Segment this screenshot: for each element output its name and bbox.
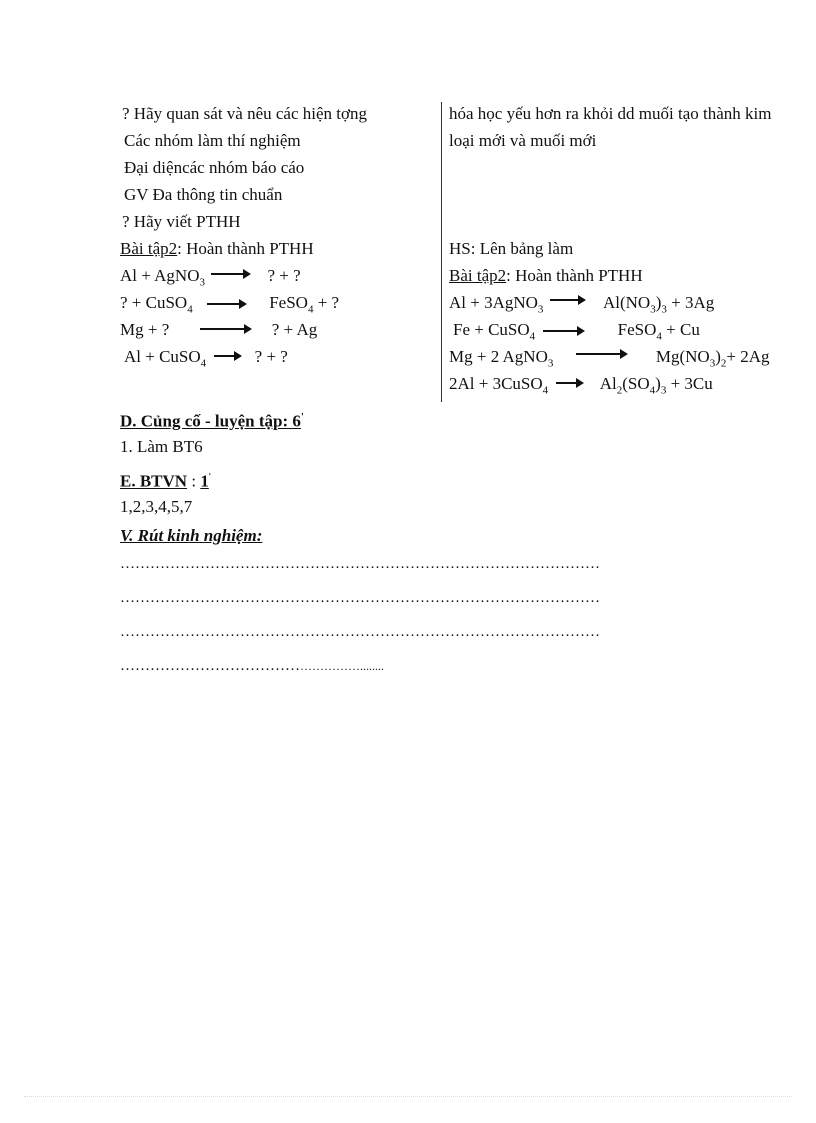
left-step-4: GV Đa thông tin chuẩn: [124, 185, 283, 204]
left-eq1-sub: 3: [199, 276, 205, 289]
right-eq1-rest: + 3Ag: [666, 293, 715, 312]
section-e-item: 1,2,3,4,5,7: [120, 497, 193, 516]
dotted-line-4b: ……………........: [300, 659, 384, 673]
dotted-line-3: ……………………………………………………………………………………: [120, 624, 600, 640]
arrow-icon: [556, 378, 584, 388]
right-eq4-reactants: 2Al + 3CuSO: [449, 374, 543, 393]
right-student-note: HS: Lên bảng làm: [449, 239, 574, 258]
right-eq1-product-close: ): [655, 293, 662, 312]
right-eq3-sub: 3: [547, 357, 554, 370]
left-eq2-product-sub: 4: [307, 303, 314, 316]
left-step-3: Đại diệncác nhóm báo cáo: [124, 158, 305, 177]
right-eq3-product: Mg(NO: [655, 347, 710, 366]
left-equation-1: [120, 266, 301, 292]
left-equation-2: [120, 293, 339, 319]
section-e-minute-mark: ': [208, 471, 211, 483]
right-eq2-rest: + Cu: [661, 320, 700, 339]
left-eq4-sub: 4: [200, 357, 207, 370]
section-e-heading: [120, 467, 211, 492]
left-question-5: ? Hãy viết PTHH: [122, 212, 241, 231]
right-eq4-product: Al: [599, 374, 617, 393]
arrow-icon: [550, 295, 586, 305]
right-eq2-reactants: Fe + CuSO: [453, 320, 530, 339]
right-eq1-product-sub: 3: [650, 303, 656, 316]
left-equation-3: [120, 320, 317, 340]
left-exercise-heading: [120, 239, 314, 259]
dotted-line-4: [120, 658, 384, 675]
left-question-1: ? Hãy quan sát và nêu các hiện tợng: [122, 104, 368, 123]
dotted-line-4a: ………………………………: [120, 658, 300, 674]
left-eq1-reactants: Al + AgNO: [120, 266, 200, 285]
dotted-line-1: ……………………………………………………………………………………: [120, 556, 600, 572]
left-eq4-products: ? + ?: [254, 347, 288, 366]
right-eq2-sub: 4: [529, 330, 536, 343]
left-eq3-reactants: Mg + ?: [120, 320, 170, 339]
left-equation-4: [124, 347, 288, 373]
section-d-heading: [120, 407, 304, 432]
section-e-title: E. BTVN: [120, 471, 188, 491]
right-equation-4: [449, 374, 713, 400]
right-eq3-rest: + 2Ag: [726, 347, 770, 366]
section-d-minute-mark: ': [300, 411, 304, 423]
left-eq2-product: FeSO: [269, 293, 308, 312]
right-eq1-reactants: Al + 3AgNO: [449, 293, 538, 312]
section-e-time: 1: [200, 471, 209, 491]
left-step-2: Các nhóm làm thí nghiệm: [124, 131, 301, 150]
page-bottom-rule: [24, 1096, 792, 1097]
right-text-1: hóa học yếu hơn ra khỏi dd muối tạo thành kim: [449, 104, 772, 123]
right-eq3-product-close-sub: 2: [720, 357, 727, 370]
right-eq4-sub: 4: [542, 384, 549, 397]
right-eq4-product-mid: (SO: [622, 374, 650, 393]
arrow-icon: [576, 349, 628, 359]
right-exercise-heading: [449, 266, 643, 286]
column-divider: [441, 102, 442, 402]
left-exercise-label: Bài tập2: [120, 239, 178, 258]
right-equation-2: [453, 320, 700, 346]
right-eq1-product-close-sub: 3: [661, 303, 667, 316]
right-eq1-product: Al(NO: [602, 293, 651, 312]
left-eq2-sub: 4: [187, 303, 193, 316]
left-eq2-rest: + ?: [313, 293, 340, 312]
right-eq3-reactants: Mg + 2 AgNO: [449, 347, 548, 366]
arrow-icon: [200, 324, 252, 334]
dotted-line-2: ……………………………………………………………………………………: [120, 590, 600, 606]
right-eq4-product-sub: 2: [616, 384, 623, 397]
right-exercise-label: Bài tập2: [449, 266, 507, 285]
right-eq3-product-close: ): [715, 347, 721, 366]
right-text-2: loại mới và muối mới: [449, 131, 597, 150]
right-eq4-product-mid-sub: 4: [649, 384, 656, 397]
section-d-title: D. Củng cố - luyện tập: 6: [120, 411, 301, 431]
left-eq2-reactants: ? + CuSO: [120, 293, 188, 312]
left-eq4-reactants: Al + CuSO: [124, 347, 201, 366]
section-d-item: 1. Làm BT6: [120, 437, 203, 456]
left-exercise-text: : Hoàn thành PTHH: [177, 239, 314, 258]
right-exercise-text: : Hoàn thành PTHH: [506, 266, 643, 285]
section-v-title: V. Rút kinh nghiệm:: [120, 526, 263, 545]
left-eq3-products: ? + Ag: [271, 320, 318, 339]
arrow-icon: [214, 351, 242, 361]
right-eq4-product-close: ): [655, 374, 661, 393]
right-equation-1: [449, 293, 714, 319]
right-eq1-sub: 3: [537, 303, 544, 316]
right-eq4-product-close-sub: 3: [660, 384, 667, 397]
arrow-icon: [211, 269, 251, 279]
section-e-separator: :: [187, 471, 201, 491]
right-eq2-product: FeSO: [617, 320, 657, 339]
left-eq1-products: ? + ?: [267, 266, 301, 285]
arrow-icon: [543, 326, 585, 336]
right-equation-3: [449, 347, 770, 373]
arrow-icon: [207, 299, 247, 309]
right-eq4-rest: + 3Cu: [666, 374, 713, 393]
right-eq2-product-sub: 4: [656, 330, 662, 343]
right-eq3-product-sub: 3: [709, 357, 716, 370]
